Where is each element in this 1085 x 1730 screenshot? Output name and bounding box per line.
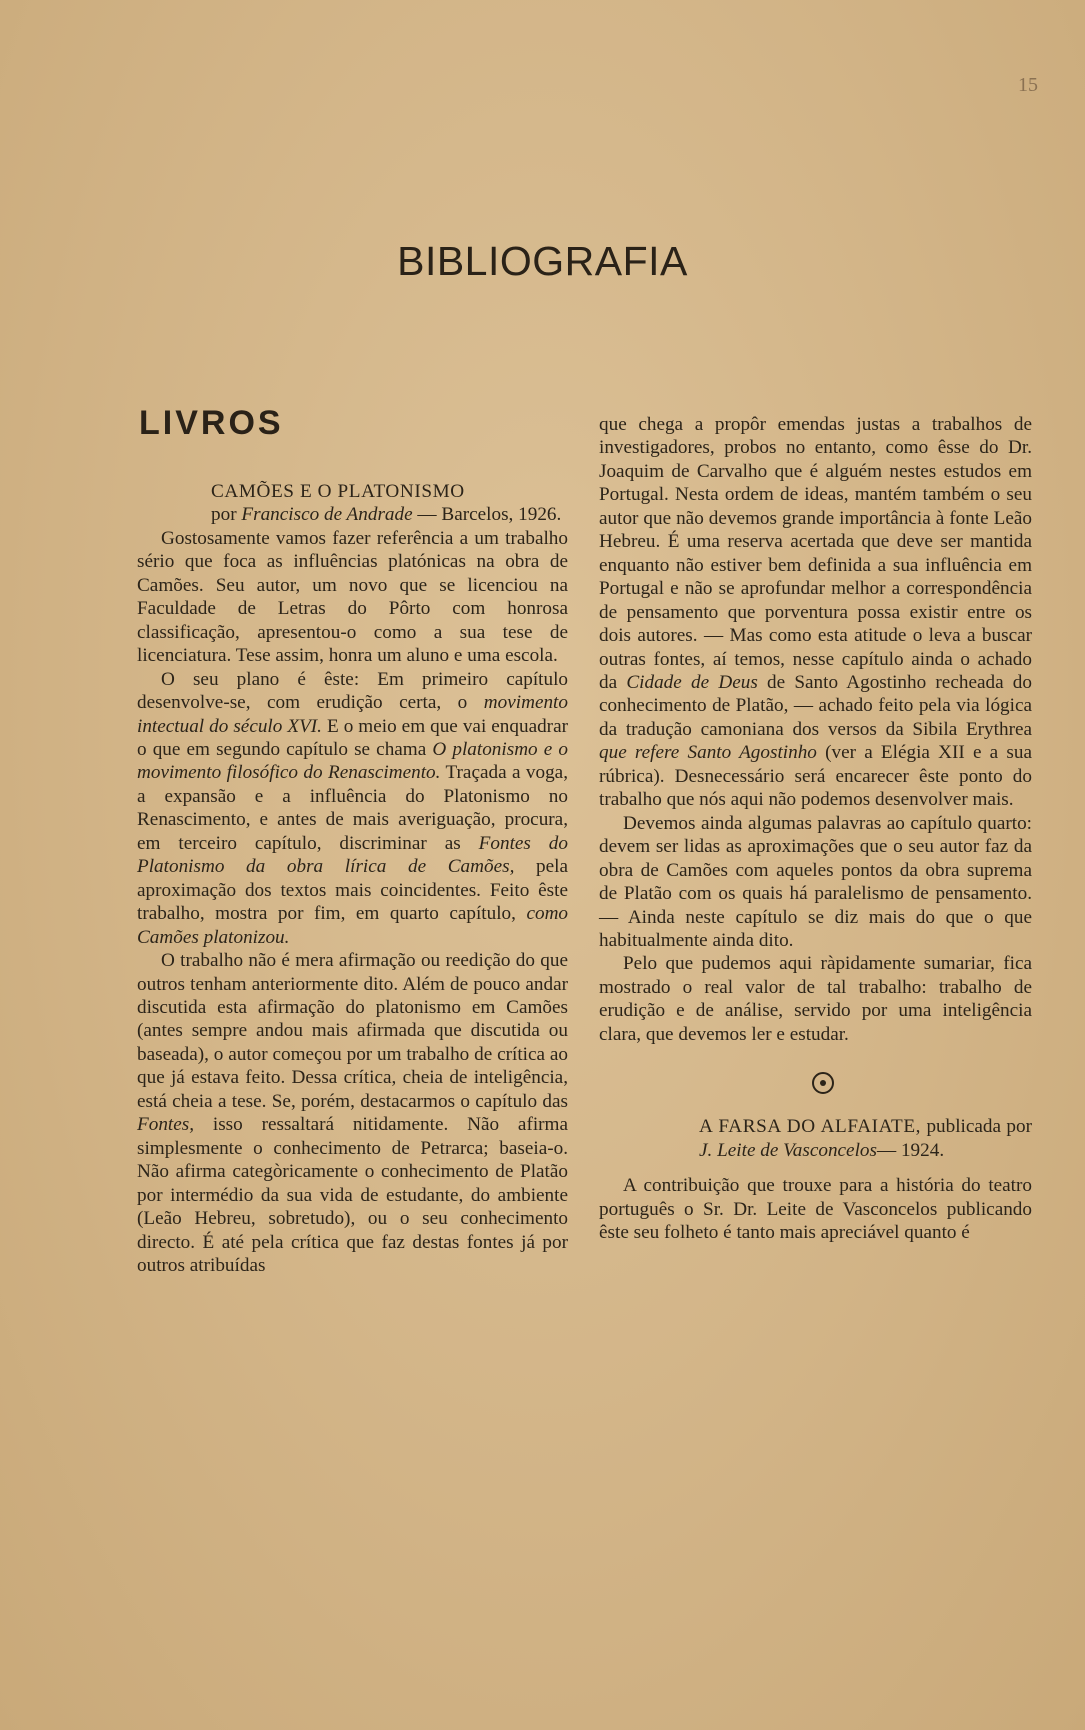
- right-column: [599, 413, 1032, 1245]
- paragraph: Devemos ainda algumas palavras ao capítulo quarto: devem ser lidas as aproximações que o seu autor faz da obra de Camões com aqueles pontos da obra suprema de Platão com os quais há paralelismo de pensamento. — Ainda neste capítulo se diz mais do que o que habitualmente ainda dito.: [599, 812, 1032, 951]
- section-heading: LIVROS: [139, 404, 284, 442]
- review-title: A FARSA DO ALFAIATE,: [699, 1116, 922, 1138]
- paragraph: que chega a propôr emendas justas a trabalhos de investigadores, probos no entanto, como êsse do Dr. Joaquim de Carvalho que é alguém nestes estudos em Portugal. Nesta ordem de ideas, mantém também o seu autor que não devemos grande importância à fonte Leão Hebreu. É uma reserva acertada que deve ser mantida enquanto não estiver bem definida a sua influência em Portugal e não se aprofundar melhor a correspondência de pensamento que porventura possa existir entre os dois autores. — Mas como esta atitude o leva a buscar outras fontes, aí temos, nesse capítulo ainda o achado da Cidade de Deus de Santo Agostinho recheada do conhecimento de Platão, — achado feito pela via lógica da tradução camoniana dos versos da Sibila Erythrea que refere Santo Agostinho (ver a Elégia XII e a sua rúbrica). Desnecessário será encarecer êste ponto do trabalho que nós aqui não podemos desenvolver mais.: [599, 414, 1032, 811]
- review-heading: A FARSA DO ALFAIATE, publicada por J. Leite de Vasconcelos— 1924.: [699, 1116, 1032, 1161]
- review-author: J. Leite de Vasconcelos: [699, 1139, 877, 1161]
- review-author: Francisco de Andrade: [241, 504, 413, 526]
- section-divider-icon: [599, 1072, 1032, 1099]
- review-heading: [137, 480, 568, 527]
- review-publication: — 1924.: [876, 1139, 945, 1161]
- page-title: BIBLIOGRAFIA: [397, 238, 688, 284]
- review-title: CAMÕES E O PLATONISMO: [211, 481, 465, 502]
- paragraph: Gostosamente vamos fazer referência a um trabalho sério que foca as influências platónicas na obra de Camões. Seu autor, um novo que se licenciou na Faculdade de Letras do Pôrto com honrosa classificação, apresentou-o como a sua tese de licenciatura. Tese assim, honra um aluno e uma escola.: [137, 527, 568, 667]
- left-column: [137, 410, 568, 1277]
- review-publication: — Barcelos, 1926.: [417, 504, 562, 526]
- page-number: 15: [1018, 74, 1038, 96]
- paragraph: A contribuição que trouxe para a história do teatro português o Sr. Dr. Leite de Vasconcelos publicando êste seu folheto é tanto mais apreciável quanto é: [599, 1175, 1032, 1244]
- paragraph: O trabalho não é mera afirmação ou reedição do que outros tenham anteriormente dito. Além de pouco andar discutida esta afirmação do platonismo em Camões (antes sempre andou mais afirmada que discutida ou baseada), o autor começou por um trabalho de crítica ao que já estava feito. Dessa crítica, cheia de inteligência, está cheia a tese. Se, porém, destacarmos o capítulo das Fontes, isso ressaltará nitidamente. Não afirma simplesmente o conhecimento de Petrarca; baseia-o. Não afirma categòricamente o conhecimento de Platão por intermédio da sua vida de estudante, do ambiente (Leão Hebreu, sobretudo), ou o seu conhecimento directo. É até pela crítica que faz destas fontes já por outros atribuídas: [137, 950, 568, 1276]
- review-by: por: [211, 504, 237, 526]
- paragraph: O seu plano é êste: Em primeiro capítulo desenvolve-se, com erudição certa, o movimento intectual do século XVI. E o meio em que vai enquadrar o que em segundo capítulo se chama O platonismo e o movimento filosófico do Renascimento. Traçada a voga, a expansão e a influência do Platonismo no Renascimento, e antes de mais averiguação, procura, em terceiro capítulo, discriminar as Fontes do Platonismo da obra lírica de Camões, pela aproximação dos textos mais coincidentes. Feito êste trabalho, mostra por fim, em quarto capítulo, como Camões platonizou.: [137, 668, 569, 948]
- paragraph: Pelo que pudemos aqui ràpidamente sumariar, fica mostrado o real valor de tal trabalho: trabalho de erudição e de análise, servido por uma inteligência clara, que devemos ler e estudar.: [599, 953, 1032, 1045]
